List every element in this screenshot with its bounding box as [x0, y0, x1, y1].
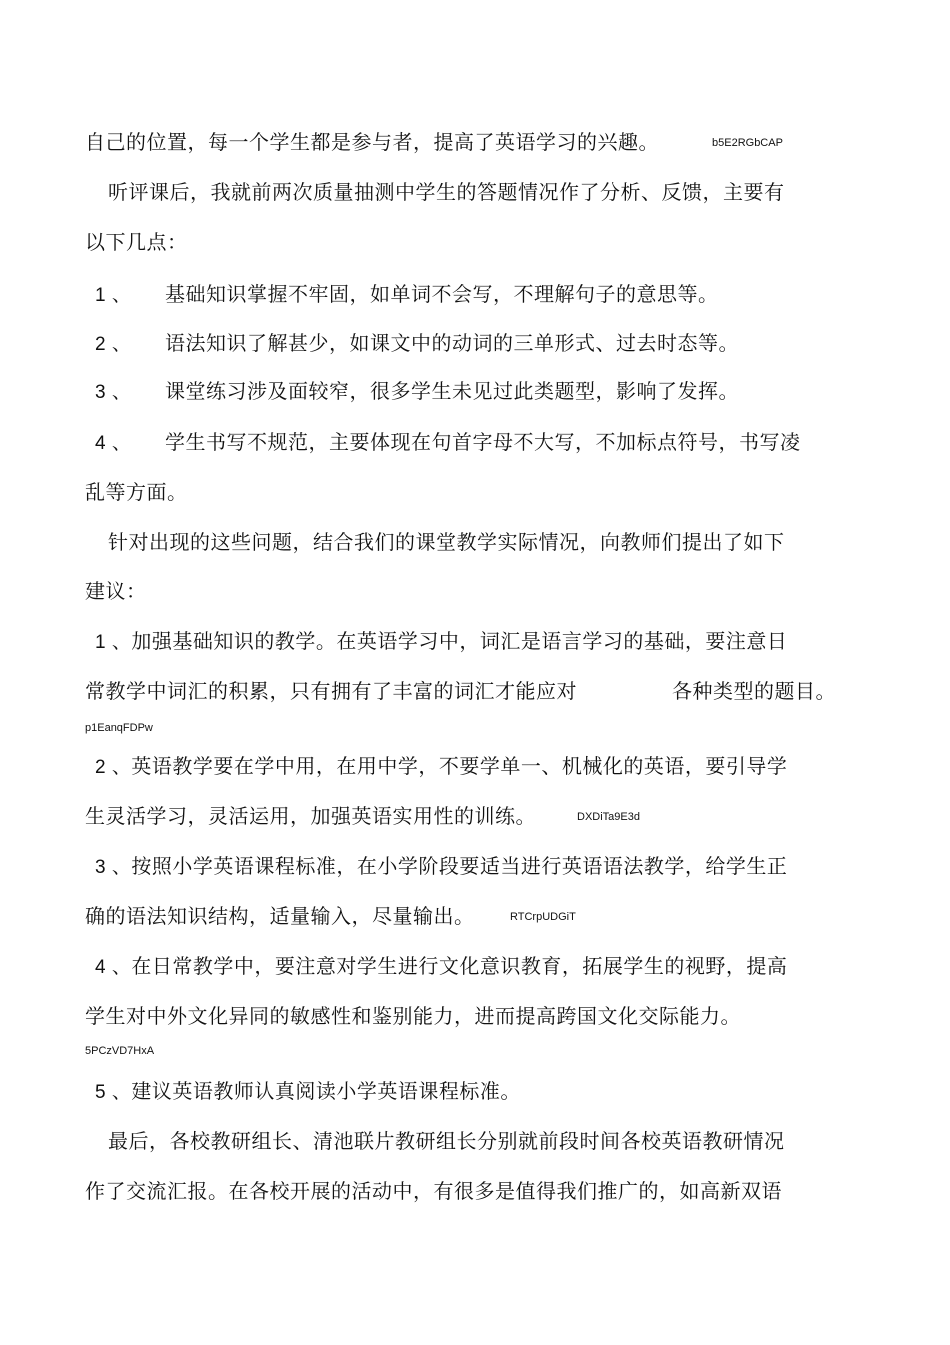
list-text: 英语教学要在学中用，在用中学，不要学单一、机械化的英语，要引导学	[131, 754, 788, 778]
text-line: 确的语法知识结构，适量输入，尽量输出。	[85, 904, 475, 928]
list-text: 基础知识掌握不牢固，如单词不会写，不理解句子的意思等。	[165, 282, 719, 306]
text-line: 自己的位置，每一个学生都是参与者，提高了英语学习的兴趣。	[85, 130, 659, 154]
list-text: 按照小学英语课程标准，在小学阶段要适当进行英语语法教学，给学生正	[131, 854, 788, 878]
text-line: 作了交流汇报。在各校开展的活动中，有很多是值得我们推广的，如高新双语	[85, 1179, 782, 1203]
list-item	[85, 753, 787, 781]
list-item	[85, 281, 719, 309]
code-label: 5PCzVD7HxA	[85, 1045, 155, 1057]
list-item	[85, 378, 739, 406]
list-text: 加强基础知识的教学。在英语学习中，词汇是语言学习的基础，要注意日	[131, 629, 788, 653]
paragraph-line: 针对出现的这些问题，结合我们的课堂教学实际情况，向教师们提出了如下	[108, 530, 785, 554]
list-text: 课堂练习涉及面较窄，很多学生未见过此类题型，影响了发挥。	[165, 379, 739, 403]
text-line: 学生对中外文化异同的敏感性和鉴别能力，进而提高跨国文化交际能力。	[85, 1004, 741, 1028]
list-item	[85, 429, 801, 457]
list-text: 建议英语教师认真阅读小学英语课程标准。	[131, 1079, 521, 1103]
list-number: 1 、	[95, 285, 132, 306]
list-item	[85, 330, 739, 358]
list-number: 4 、	[95, 433, 132, 454]
list-item	[85, 1078, 521, 1106]
list-number: 3 、	[95, 857, 132, 878]
list-number: 1 、	[95, 632, 132, 653]
code-label: p1EanqFDPw	[85, 722, 153, 734]
list-text: 学生书写不规范，主要体现在句首字母不大写，不加标点符号，书写凌	[165, 430, 801, 454]
code-label: DXDiTa9E3d	[577, 811, 640, 823]
list-number: 2 、	[95, 757, 132, 778]
text-line: 各种类型的题目。	[672, 679, 836, 703]
text-line: 常教学中词汇的积累，只有拥有了丰富的词汇才能应对	[85, 679, 577, 703]
list-number: 5 、	[95, 1082, 132, 1103]
code-label: RTCrpUDGiT	[510, 911, 576, 923]
paragraph-line: 听评课后，我就前两次质量抽测中学生的答题情况作了分析、反馈，主要有	[108, 180, 785, 204]
text-line: 乱等方面。	[85, 480, 188, 504]
list-item	[85, 953, 787, 981]
list-item	[85, 853, 787, 881]
list-number: 4 、	[95, 957, 132, 978]
text-line: 生灵活学习，灵活运用，加强英语实用性的训练。	[85, 804, 536, 828]
code-label: b5E2RGbCAP	[712, 137, 783, 149]
list-number: 3 、	[95, 382, 132, 403]
text-line: 建议：	[85, 579, 147, 603]
list-text: 在日常教学中，要注意对学生进行文化意识教育，拓展学生的视野，提高	[131, 954, 788, 978]
list-text: 语法知识了解甚少，如课文中的动词的三单形式、过去时态等。	[165, 331, 739, 355]
list-item	[85, 628, 787, 656]
text-line: 以下几点：	[85, 230, 188, 254]
paragraph-line: 最后，各校教研组长、清池联片教研组长分别就前段时间各校英语教研情况	[108, 1129, 785, 1153]
list-number: 2 、	[95, 334, 132, 355]
